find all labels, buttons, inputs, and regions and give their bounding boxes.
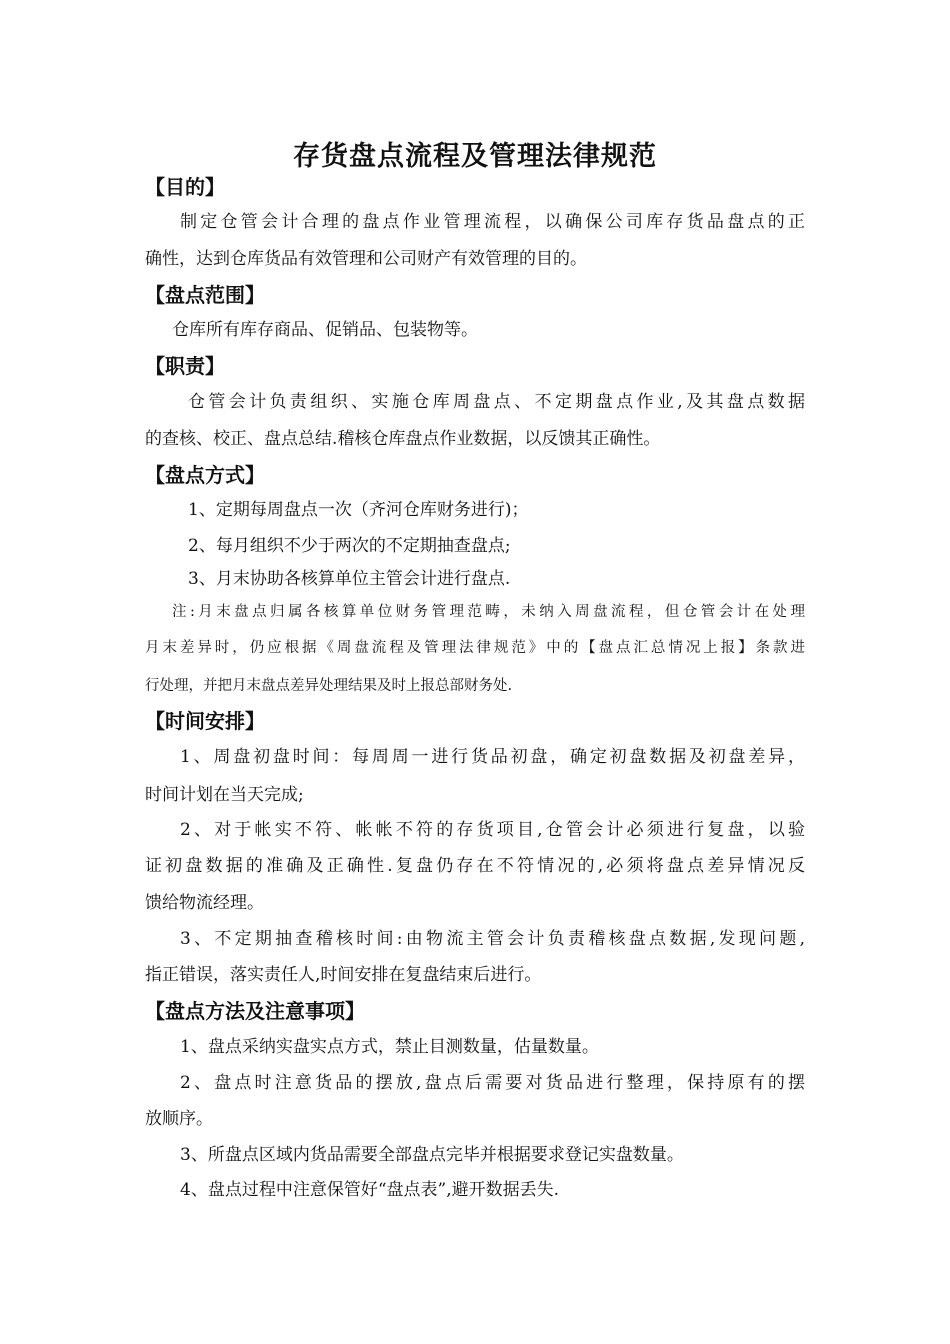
paragraph-line: 2、对于帐实不符、帐帐不符的存货项目,仓管会计必须进行复盘，以验	[180, 820, 805, 840]
list-item: 2、每月组织不少于两次的不定期抽查盘点;	[188, 536, 511, 556]
paragraph-line: 的查核、校正、盘点总结.稽核仓库盘点作业数据，以反馈其正确性。	[145, 429, 661, 449]
list-item: 1、盘点采纳实盘实点方式，禁止目测数量，估量数量。	[180, 1037, 599, 1057]
list-item: 3、月末协助各核算单位主管会计进行盘点.	[188, 569, 511, 589]
paragraph-line: 3、不定期抽查稽核时间:由物流主管会计负责稽核盘点数据,发现问题,	[180, 929, 805, 949]
paragraph-line: 放顺序。	[145, 1109, 213, 1129]
paragraph-line: 仓库所有库存商品、促销品、包装物等。	[172, 320, 478, 340]
section-heading-method: 【盘点方式】	[145, 463, 265, 487]
section-heading-schedule: 【时间安排】	[145, 709, 265, 733]
paragraph-line: 证初盘数据的准确及正确性.复盘仍存在不符情况的,必须将盘点差异情况反	[145, 856, 805, 876]
paragraph-line: 制定仓管会计合理的盘点作业管理流程，以确保公司库存货品盘点的正	[180, 212, 805, 232]
paragraph-line: 1、周盘初盘时间：每周周一进行货品初盘，确定初盘数据及初盘差异，	[180, 747, 805, 767]
document-title: 存货盘点流程及管理法律规范	[293, 141, 657, 172]
list-item: 3、所盘点区域内货品需要全部盘点完毕并根据要求登记实盘数量。	[180, 1145, 684, 1165]
note-line: 月末差异时，仍应根据《周盘流程及管理法律规范》中的【盘点汇总情况上报】条款进	[145, 640, 805, 656]
section-heading-duty: 【职责】	[145, 354, 225, 378]
list-item: 2、盘点时注意货品的摆放,盘点后需要对货品进行整理，保持原有的摆	[180, 1073, 805, 1093]
paragraph-line: 时间计划在当天完成;	[145, 785, 304, 805]
paragraph-line: 确性，达到仓库货品有效管理和公司财产有效管理的目的。	[145, 249, 587, 269]
note-line: 行处理，并把月末盘点差异处理结果及时上报总部财务处.	[145, 678, 513, 694]
list-item: 4、盘点过程中注意保管好“盘点表”,避开数据丢失.	[180, 1180, 560, 1200]
section-heading-purpose: 【目的】	[145, 175, 225, 199]
list-item: 1、定期每周盘点一次（齐河仓库财务进行)；	[188, 500, 529, 520]
section-heading-scope: 【盘点范围】	[145, 283, 265, 307]
paragraph-line: 馈给物流经理。	[145, 893, 264, 913]
paragraph-line: 仓管会计负责组织、实施仓库周盘点、不定期盘点作业,及其盘点数据	[188, 392, 805, 412]
note-line: 注:月末盘点归属各核算单位财务管理范畴，未纳入周盘流程，但仓管会计在处理	[172, 604, 805, 620]
paragraph-line: 指正错误，落实责任人,时间安排在复盘结束后进行。	[145, 965, 542, 985]
section-heading-notes: 【盘点方法及注意事项】	[145, 999, 365, 1023]
